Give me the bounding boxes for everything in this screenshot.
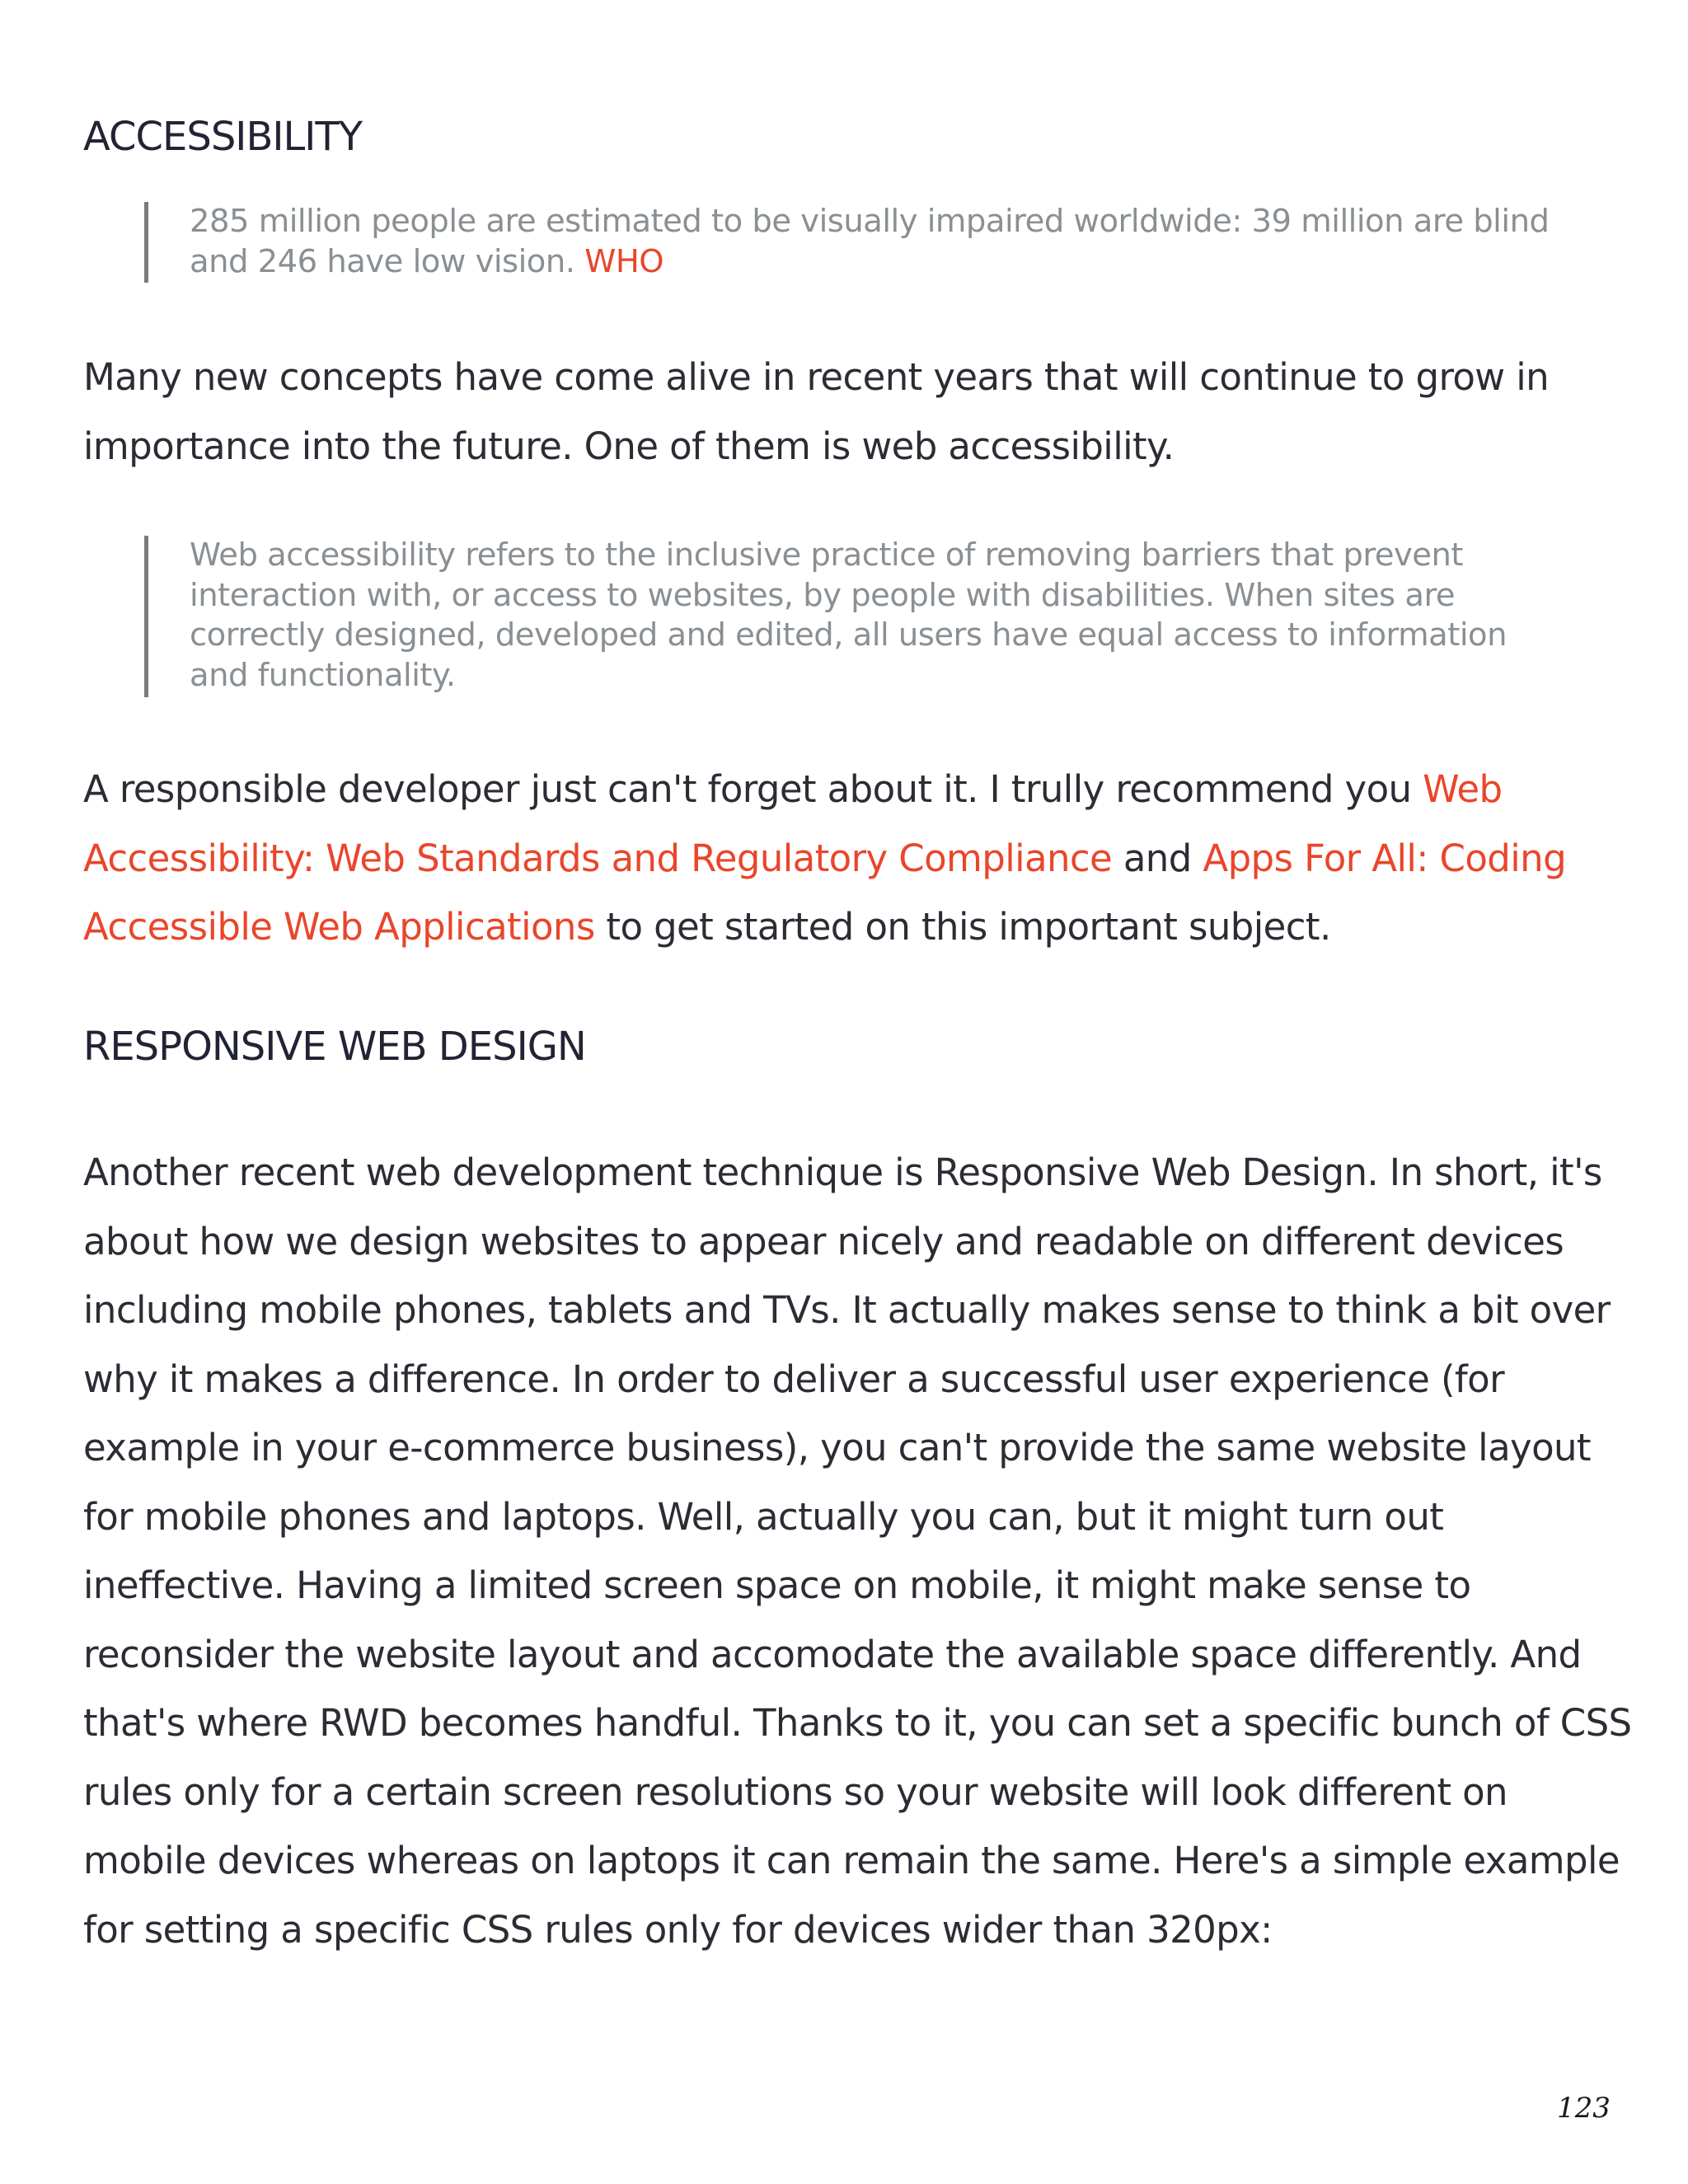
quote-web-accessibility-definition: [144, 536, 1607, 697]
paragraph-line: rules only for a certain screen resolutions so your website will look different on: [83, 1769, 1507, 1814]
quote-line: interaction with, or access to websites, by people with disabilities. When sites are: [190, 576, 1456, 614]
paragraph-line: for setting a specific CSS rules only for devices wider than 320px:: [83, 1907, 1273, 1952]
paragraph-line: Another recent web development technique is Responsive Web Design. In short, it's: [83, 1151, 1602, 1194]
quote-line: [190, 242, 1607, 283]
paragraph-recommendation: [83, 755, 1566, 962]
paragraph-intro: [83, 343, 1549, 480]
paragraph-line: [83, 824, 1566, 893]
paragraph-line: [83, 755, 1566, 824]
paragraph-text: to get started on this important subject.: [594, 905, 1331, 949]
paragraph-line: that's where RWD becomes handful. Thanks to it, you can set a specific bunch of CSS: [83, 1701, 1632, 1745]
paragraph-line: ineffective. Having a limited screen space on mobile, it might make sense to: [83, 1563, 1471, 1607]
paragraph-rwd: [83, 1138, 1632, 1964]
paragraph-line: Many new concepts have come alive in recent years that will continue to grow in: [83, 355, 1550, 399]
who-link[interactable]: WHO: [584, 242, 664, 280]
paragraph-line: [83, 893, 1566, 962]
apps-for-all-book-link[interactable]: Accessible Web Applications: [83, 905, 595, 949]
paragraph-line: importance into the future. One of them is web accessibility.: [83, 424, 1175, 468]
paragraph-line: including mobile phones, tablets and TVs. It actually makes sense to think a bit over: [83, 1288, 1611, 1332]
quote-line: Web accessibility refers to the inclusive practice of removing barriers that prevent: [190, 537, 1463, 574]
quote-line: and functionality.: [190, 656, 456, 694]
paragraph-line: reconsider the website layout and accomodate the available space differently. And: [83, 1632, 1582, 1676]
paragraph-line: for mobile phones and laptops. Well, actually you can, but it might turn out: [83, 1494, 1444, 1539]
web-accessibility-book-link[interactable]: Accessibility: Web Standards and Regulatory Compliance: [83, 836, 1113, 880]
page-number: 123: [1557, 2092, 1611, 2125]
web-accessibility-book-link[interactable]: Web: [1423, 767, 1503, 811]
paragraph-text: A responsible developer just can't forget about it. I trully recommend you: [83, 767, 1423, 811]
paragraph-line: about how we design websites to appear nicely and readable on different devices: [83, 1219, 1564, 1263]
apps-for-all-book-link[interactable]: Apps For All: Coding: [1203, 836, 1567, 880]
quote-line: 285 million people are estimated to be visually impaired worldwide: 39 million are blind: [190, 203, 1550, 240]
quote-text: and 246 have low vision.: [190, 242, 585, 280]
paragraph-text: and: [1112, 836, 1203, 880]
section-heading-responsive-web-design: RESPONSIVE WEB DESIGN: [83, 1024, 586, 1070]
paragraph-line: example in your e-commerce business), you can't provide the same website layout: [83, 1426, 1591, 1469]
paragraph-line: why it makes a difference. In order to deliver a successful user experience (for: [83, 1357, 1505, 1401]
quote-who-statistic: [144, 202, 1607, 283]
quote-line: correctly designed, developed and edited, all users have equal access to information: [190, 616, 1507, 654]
section-heading-accessibility: ACCESSIBILITY: [83, 114, 363, 160]
paragraph-line: mobile devices whereas on laptops it can remain the same. Here's a simple example: [83, 1839, 1620, 1882]
